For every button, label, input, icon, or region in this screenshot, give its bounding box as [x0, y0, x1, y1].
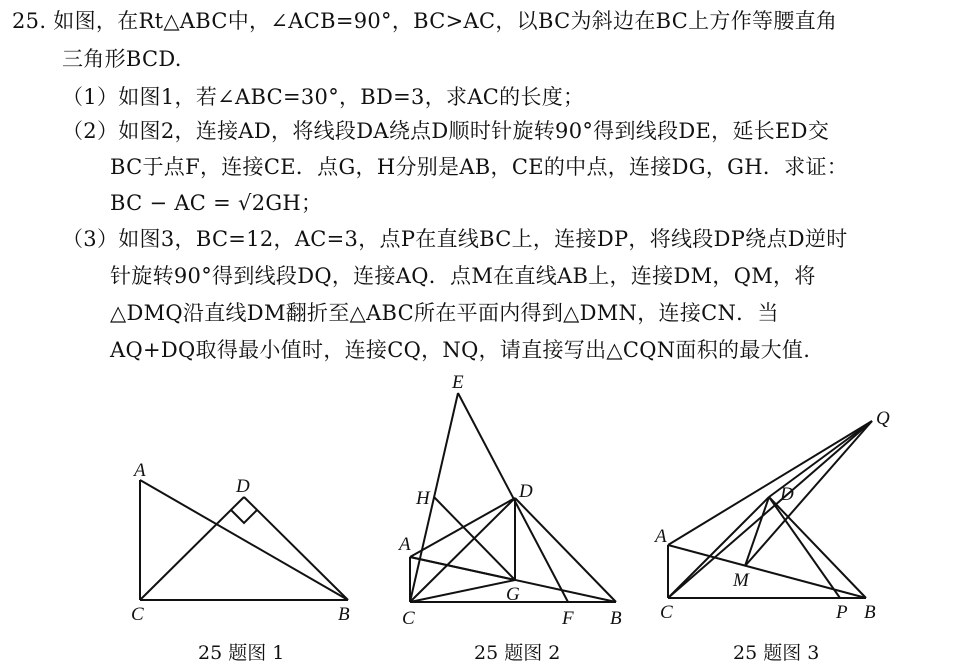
fig2-label-D: D	[519, 481, 533, 502]
problem-number: 25.	[12, 9, 47, 33]
problem-stem-text-1: 如图，在Rt△ABC中，∠ACB=90°，BC>AC，以BC为斜边在BC上方作等腰直角	[53, 9, 838, 33]
figure-3-caption: 25 题图 3	[733, 642, 820, 664]
fig3-label-D: D	[780, 484, 794, 505]
fig1-label-D: D	[236, 476, 250, 497]
part-2-line-1: （2）如图2，连接AD，将线段DA绕点D顺时针旋转90°得到线段DE，延长ED交	[62, 119, 830, 143]
fig3-segment-CD	[668, 497, 769, 598]
part-3-line-1: （3）如图3，BC=12，AC=3，点P在直线BC上，连接DP，将线段DP绕点D逆时	[62, 227, 848, 251]
part-2-line-3: BC − AC = √2GH；	[110, 191, 323, 215]
part-2-line-2: BC于点F，连接CE．点G，H分别是AB，CE的中点，连接DG，GH．求证：	[110, 155, 849, 179]
part-3-line-4: AQ+DQ取得最小值时，连接CQ，NQ，请直接写出△CQN面积的最大值.	[110, 338, 811, 362]
figure-2-caption: 25 题图 2	[474, 642, 561, 664]
fig3-segment-DP	[769, 497, 840, 598]
fig3-segment-AQ	[668, 421, 872, 545]
fig2-label-A: A	[399, 534, 411, 555]
fig1-label-B: B	[338, 604, 350, 625]
part-3-line-2: 针旋转90°得到线段DQ，连接AQ．点M在直线AB上，连接DM，QM，将	[110, 264, 816, 288]
fig3-label-P: P	[836, 602, 848, 623]
part-1-text: （1）如图1，若∠ABC=30°，BD=3，求AC的长度；	[62, 85, 585, 109]
fig3-segment-MQ	[745, 421, 872, 566]
figure-1-caption: 25 题图 1	[198, 642, 285, 664]
fig2-segment-DB	[515, 498, 616, 602]
fig3-label-A: A	[655, 526, 667, 547]
fig1-label-A: A	[134, 460, 146, 481]
fig3-label-C: C	[660, 602, 673, 623]
fig2-segment-AG	[410, 557, 515, 580]
fig2-label-C: C	[402, 608, 415, 629]
fig2-segment-CG	[410, 580, 515, 602]
fig2-segment-CD	[410, 498, 515, 602]
fig3-label-B: B	[864, 602, 876, 623]
problem-stem-line-2: 三角形BCD.	[62, 47, 182, 71]
fig3-label-M: M	[733, 570, 749, 591]
fig1-segment-CD	[140, 497, 244, 600]
fig2-label-F: F	[562, 608, 574, 629]
part-3-line-3: △DMQ沿直线DM翻折至△ABC所在平面内得到△DMN，连接CN．当	[110, 301, 779, 325]
fig2-label-G: G	[506, 584, 520, 605]
fig2-label-H: H	[416, 488, 430, 509]
fig3-label-Q: Q	[876, 408, 890, 429]
fig1-label-C: C	[131, 604, 144, 625]
fig2-label-B: B	[610, 608, 622, 629]
fig3-segment-DB	[769, 497, 866, 598]
fig1-right-angle-mark	[231, 510, 257, 523]
fig3-segment-DM	[745, 497, 769, 566]
fig2-label-E: E	[452, 372, 464, 393]
